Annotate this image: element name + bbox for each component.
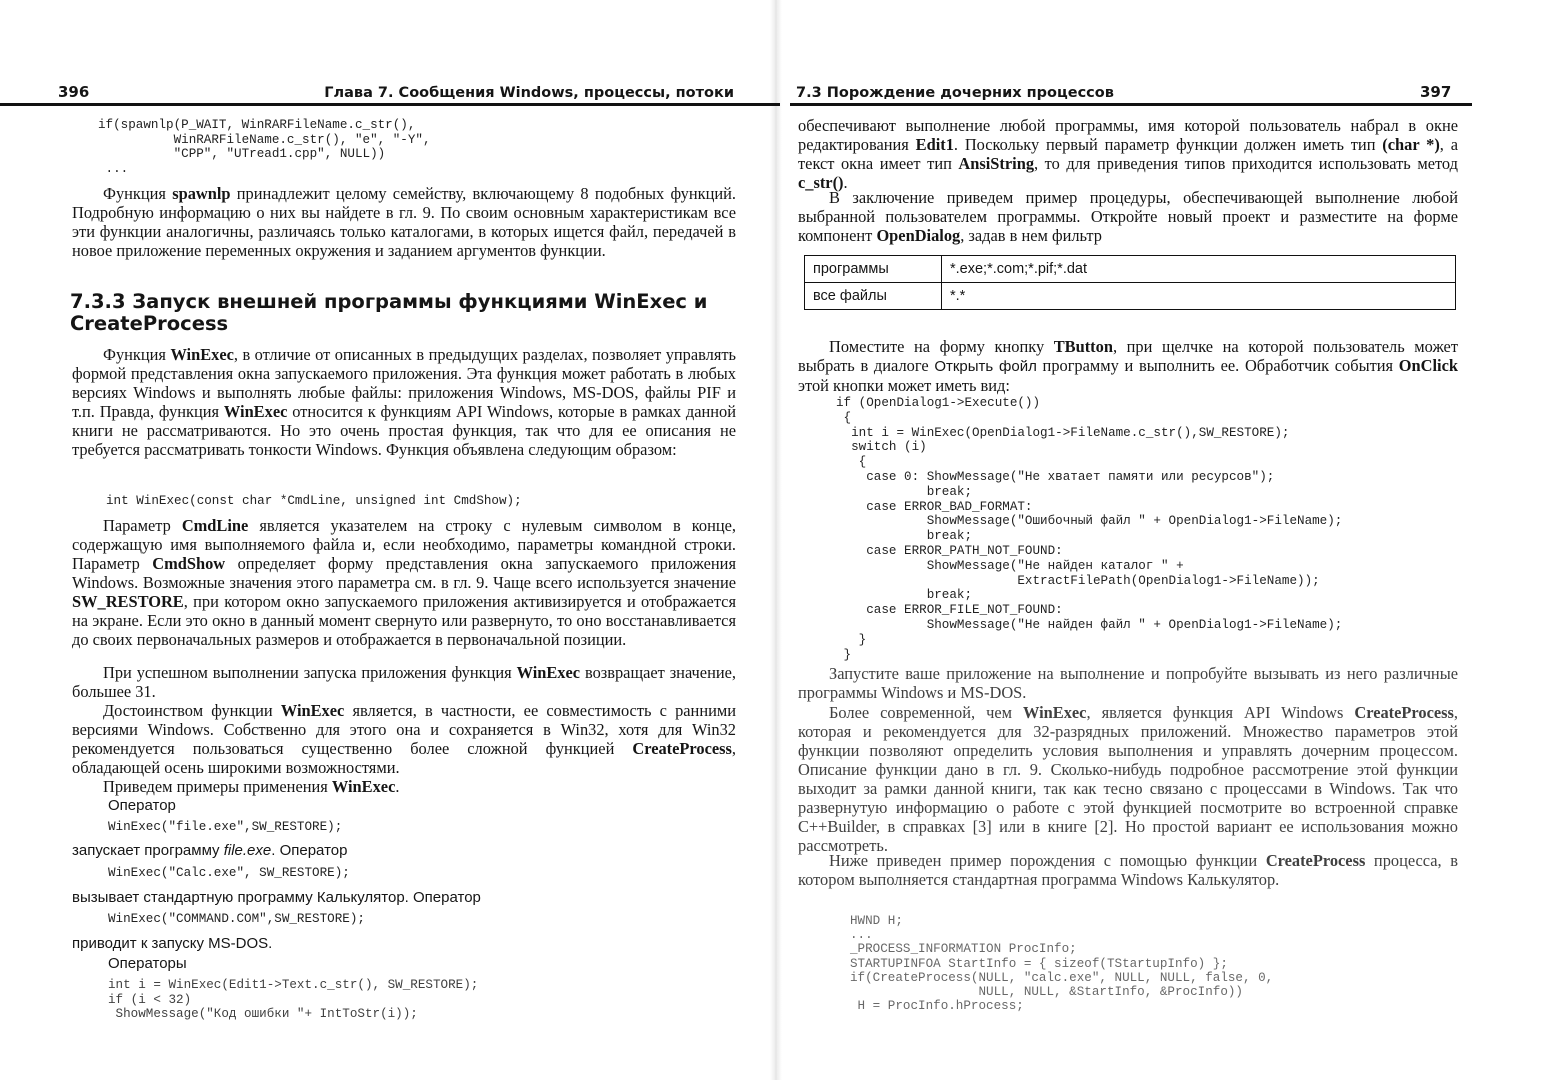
code-example-3: WinExec("COMMAND.COM",SW_RESTORE);	[108, 912, 365, 926]
section-heading-text: 7.3.3 Запуск внешней программы функциями WinExec и CreateProcess	[70, 290, 708, 335]
code-winexec-declaration: int WinExec(const char *CmdLine, unsigned int CmdShow);	[106, 494, 522, 508]
code-spawnlp	[98, 118, 718, 176]
right-running-title: 7.3 Порождение дочерних процессов	[796, 85, 1114, 101]
para-button: Поместите на форму кнопку TButton, при щелчке на которой пользователь может выбрать в диалоге Открыть фойл программу и выполнить ее. Обработчик события OnClick этой кнопки может иметь вид:	[798, 337, 1458, 395]
code-createprocess: HWND H; ... _PROCESS_INFORMATION ProcInfo; STARTUPINFOA StartInfo = { sizeof(TStartupInfo) }; if(CreateProcess(NULL, "calc.exe", NULL, NULL, false, 0, NULL, NULL, &StartInfo, &ProcInfo)) H = ProcInfo.hProcess;	[850, 914, 1274, 1014]
left-page-number: 396	[58, 83, 90, 101]
code-spawnlp-text: if(spawnlp(P_WAIT, WinRARFileName.c_str(), WinRARFileName.c_str(), "e", "-Y", "CPP", "UTread1.cpp", NULL)) ...	[98, 118, 431, 176]
left-running-head	[0, 66, 780, 106]
right-page-number: 397	[1420, 83, 1452, 101]
left-header-rule	[0, 103, 780, 106]
code-example-4: int i = WinExec(Edit1->Text.c_str(), SW_RESTORE); if (i < 32) ShowMessage("Код ошибки "+ IntToStr(i));	[108, 978, 479, 1021]
code-onclick-handler: if (OpenDialog1->Execute()) { int i = WinExec(OpenDialog1->FileName.c_str(),SW_RESTORE); switch (i) { case 0: ShowMessage("Не хватает памяти или ресурсов"); break; case ERROR_BAD_FORMAT: ShowMessage("Ошибочный файл " + OpenDialog1->FileName); break; case ERROR_PATH_NOT_FOUND: ShowMessage("Не найден каталог " + ExtractFilePath(OpenDialog1->FileName)); break; case ERROR_FILE_NOT_FOUND: ShowMessage("Не найден файл " + OpenDialog1->FileName); } }	[836, 396, 1343, 662]
para-winexec: Функция WinExec, в отличие от описанных в предыдущих разделах, позволяет управлять формой представления окна запускаемого приложения. Эта функция может работать в любых версиях Windows и выполнять любые файлы: приложения Windows, MS-DOS, файлы PIF и т.п. Правда, функция WinExec относится к функциям API Windows, которые в рамках данной книги не рассматриваются. Но это очень простая функция, так что для ее описания не требуется рассматривать тонкости Windows. Функция объявлена следующим образом:	[72, 345, 737, 459]
term-spawnlp: spawnlp	[172, 184, 231, 203]
para-examples: Приведем примеры применения WinExec.	[103, 777, 400, 796]
para-example-1: запускает программу file.exe. Оператор	[72, 842, 348, 859]
right-header-rule	[790, 103, 1472, 106]
para-example-3: приводит к запуску MS-DOS.	[72, 935, 273, 952]
para-params: Параметр CmdLine является указателем на строку с нулевым символом в конце, содержащую имя выполняемого файла и, если необходимо, параметры командной строки. Параметр CmdShow определяет форму представления окна запускаемого приложения Windows. Возможные значения этого параметра см. в гл. 9. Чаще всего используется значение SW_RESTORE, при котором окно запускаемого приложения активизируется и отображается на экране. Если это окно в данный момент свернуто или развернуто, то оно восстанавливается до своих первоначальных размеров и отображается в первоначальной позиции.	[72, 516, 736, 649]
filter-name-cell: программы	[805, 256, 942, 283]
filter-table	[804, 255, 1456, 310]
para-spawnlp: Функция spawnlp принадлежит целому семейству, включающему 8 подобных функций. Подробную информацию о них вы найдете в гл. 9. По своим основным характеристикам все эти функции аналогичны, различаясь только каталогами, в которых ищется файл, передачей в новое приложение переменных окружения и заданием аргументов функции.	[72, 184, 737, 260]
para-example-2: вызывает стандартную программу Калькулятор. Оператор	[72, 889, 481, 906]
filter-mask-cell: *.*	[942, 283, 1456, 310]
table-row	[805, 283, 1456, 310]
section-heading	[70, 291, 730, 335]
table-row	[805, 256, 1456, 283]
right-page	[780, 0, 1556, 1080]
left-running-title: Глава 7. Сообщения Windows, процессы, потоки	[324, 85, 734, 101]
para-modern: Более современной, чем WinExec, является функция API Windows CreateProcess, которая и рекомендуется для 32-разрядных приложений. Множество параметров этой функции позволяют определить условия выполнения и управлять дочерним процессом. Описание функции дано в гл. 9. Сколько-нибудь подробное рассмотрение этой функции выходит за рамки данной книги, так как тесно связано с процессами в Windows. Так что развернутую информацию о работе с этой функцией посмотрите во встроенной справке C++Builder, в справках [3] или в книге [2]. Но простой вариант ее использования можно рассмотреть.	[798, 703, 1458, 855]
para-advantage: Достоинством функции WinExec является, в частности, ее совместимость с ранними версиями Windows. Собственно для этого она и сохраняется в Win32, хотя для Win32 рекомендуется пользоваться существенно более сложной функцией CreateProcess, обладающей осень широкими возможностями.	[72, 701, 737, 777]
para-return: При успешном выполнении запуска приложения функция WinExec возвращает значение, большее 31.	[72, 663, 736, 701]
filter-name-cell: все файлы	[805, 283, 942, 310]
para-conclusion: В заключение приведем пример процедуры, обеспечивающей выполнение любой выбранной пользователем программы. Откройте новый проект и разместите на форме компонент OpenDialog, задав в нем фильтр	[798, 188, 1458, 245]
label-operator-1: Оператор	[108, 797, 176, 814]
label-operators-2: Операторы	[108, 955, 187, 972]
right-running-head	[780, 66, 1556, 106]
code-example-1: WinExec("file.exe",SW_RESTORE);	[108, 820, 343, 834]
para-below: Ниже приведен пример порождения с помощью функции CreateProcess процесса, в котором выполняется стандартная программа Windows Калькулятор.	[798, 851, 1458, 889]
para-continuation: обеспечивают выполнение любой программы, имя которой пользователь набрал в окне редактирования Edit1. Поскольку первый параметр функции должен иметь тип (char *), а текст окна имеет тип AnsiString, то для приведения типов приходится использовать метод c_str().	[798, 116, 1458, 192]
code-example-2: WinExec("Calc.exe", SW_RESTORE);	[108, 866, 350, 880]
filter-mask-cell: *.exe;*.com;*.pif;*.dat	[942, 256, 1456, 283]
para-run: Запустите ваше приложение на выполнение и попробуйте вызывать из него различные программы Windows и MS-DOS.	[798, 664, 1458, 702]
